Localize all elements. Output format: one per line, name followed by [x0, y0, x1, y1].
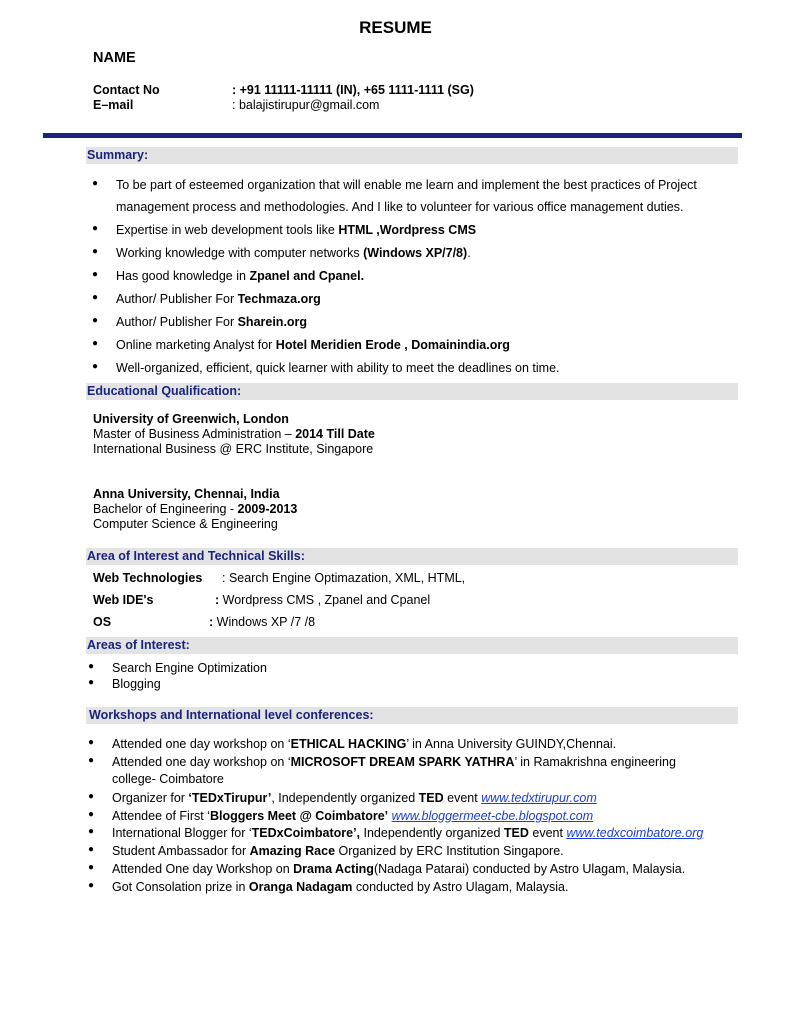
contact-value: : +91 11111-11111 (IN), +65 1111-1111 (SG): [232, 83, 474, 97]
page-title: RESUME: [359, 18, 432, 37]
skill-row: [93, 571, 466, 585]
bullet-icon: ●: [92, 246, 99, 257]
email-value: : balajistirupur@gmail.com: [232, 98, 380, 112]
education-entry: [93, 487, 297, 532]
header-divider: [43, 133, 742, 138]
skill-row: [93, 593, 431, 607]
bloggermeet-link[interactable]: www.bloggermeet-cbe.blogspot.com: [391, 809, 594, 823]
skill-label: Web IDE's: [93, 593, 154, 607]
skill-row: [93, 615, 316, 629]
degree: Bachelor of Engineering - 2009-2013: [93, 502, 298, 516]
bullet-icon: ●: [88, 862, 95, 873]
education-entry: [93, 412, 375, 457]
specialization: Computer Science & Engineering: [93, 517, 278, 531]
bullet-icon: ●: [92, 361, 99, 372]
bullet-icon: ●: [88, 880, 95, 891]
university-name: University of Greenwich, London: [93, 412, 289, 426]
section-workshops: Workshops and International level conferences:: [86, 707, 738, 724]
bullet-icon: ●: [88, 677, 95, 688]
bullet-icon: ●: [92, 338, 99, 349]
bullet-icon: ●: [92, 292, 99, 303]
bullet-icon: ●: [92, 178, 99, 189]
bullet-icon: ●: [88, 737, 95, 748]
degree: Master of Business Administration – 2014 Till Date: [93, 427, 375, 441]
tedxcoimbatore-link[interactable]: www.tedxcoimbatore.org: [566, 826, 704, 840]
candidate-name: NAME: [93, 50, 136, 66]
workshop-item-continued: college- Coimbatore: [112, 772, 224, 786]
section-summary: Summary:: [86, 147, 738, 164]
skill-value: : Wordpress CMS , Zpanel and Cpanel: [215, 593, 431, 607]
specialization: International Business @ ERC Institute, Singapore: [93, 442, 374, 456]
university-name: Anna University, Chennai, India: [93, 487, 280, 501]
skill-label: OS: [93, 615, 112, 629]
section-skills: Area of Interest and Technical Skills:: [86, 548, 738, 565]
skill-value: : Windows XP /7 /8: [209, 615, 316, 629]
bullet-icon: ●: [88, 826, 95, 837]
skill-label: Web Technologies: [93, 571, 203, 585]
bullet-icon: ●: [92, 223, 99, 234]
bullet-icon: ●: [92, 269, 99, 280]
bullet-icon: ●: [88, 755, 95, 766]
section-education: Educational Qualification:: [86, 383, 738, 400]
contact-label: Contact No: [93, 83, 160, 97]
bullet-icon: ●: [88, 809, 95, 820]
bullet-icon: ●: [88, 844, 95, 855]
bullet-icon: ●: [88, 661, 95, 672]
tedxtirupur-link[interactable]: www.tedxtirupur.com: [481, 791, 597, 805]
section-interests: Areas of Interest:: [86, 637, 738, 654]
bullet-icon: ●: [92, 315, 99, 326]
bullet-icon: ●: [88, 791, 95, 802]
skill-value: : Search Engine Optimazation, XML, HTML,: [222, 571, 466, 585]
summary-item-continued: management process and methodologies. And I like to volunteer for various office management duties.: [116, 200, 684, 214]
email-label: E–mail: [93, 98, 134, 112]
